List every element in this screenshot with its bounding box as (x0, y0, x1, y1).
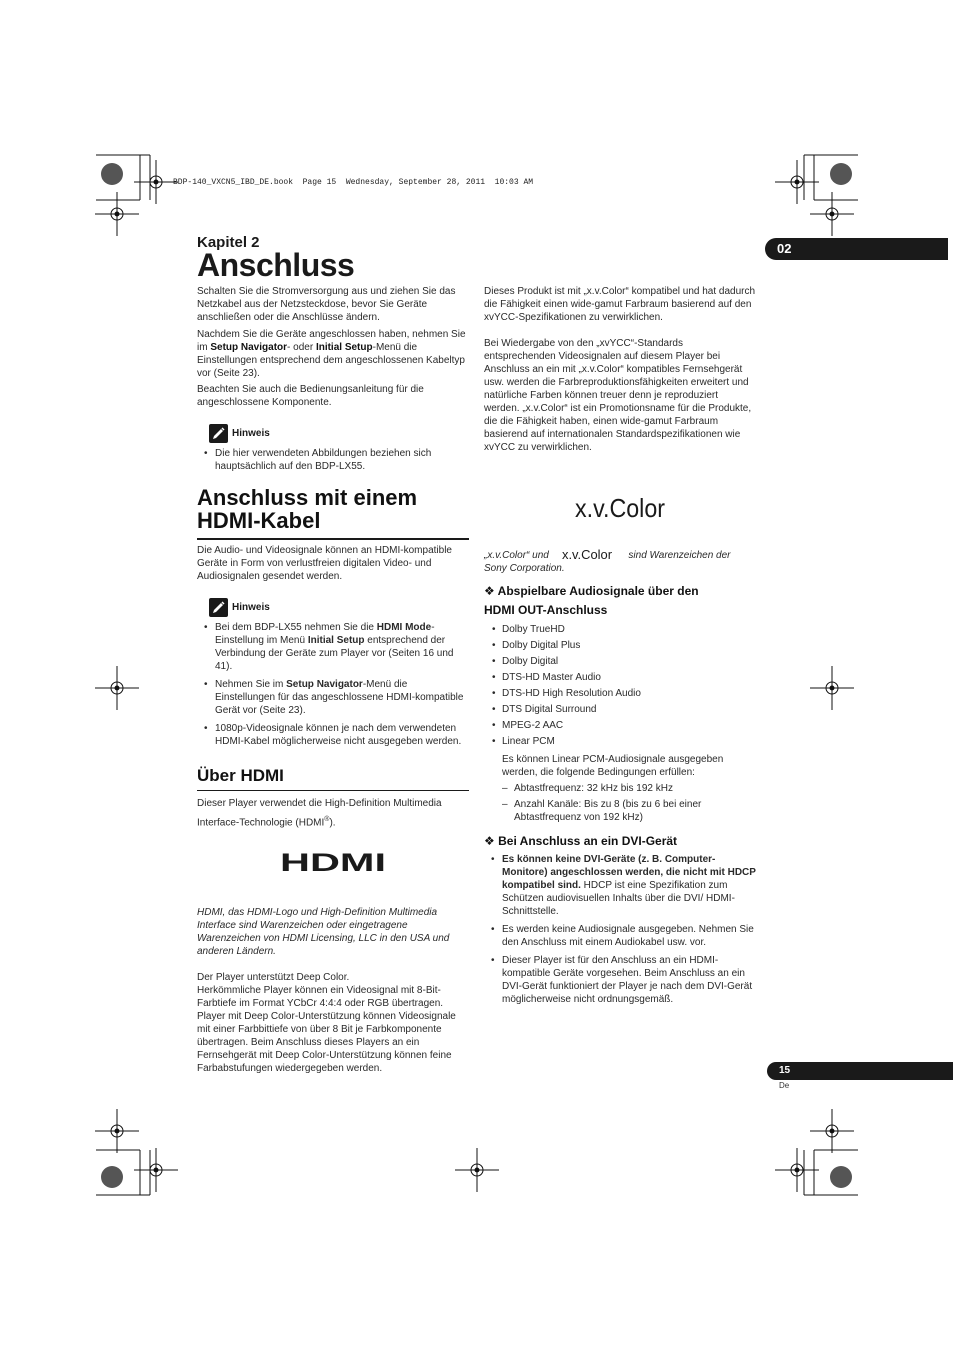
registration-mark-icon (455, 1148, 499, 1192)
section-title-about-hdmi: Über HDMI (197, 766, 284, 785)
svg-text:x.v.Color: x.v.Color (561, 547, 613, 561)
list-item: • DTS Digital Surround (484, 703, 756, 716)
list-item: • Dolby Digital (484, 655, 756, 668)
print-header: BDP-140_VXCN5_IBD_DE.book Page 15 Wednesday, September 28, 2011 10:03 AM (173, 178, 534, 187)
registration-mark-icon (134, 160, 178, 204)
xvcolor-paragraph-2: Bei Wiedergabe von den „xvYCC“-Standards entsprechenden Videosignalen auf diesem Player bei Anschluss an ein mit „x.v.Color“ kompatibles Fernsehgerät usw. werden die Farbreproduktionsfähigkeiten erweitert und natürliche Farben können treuer denn je reproduziert werden. „x.v.Color“ ist ein Promotionsname für die Produkte, die die Fähigkeit haben, einen wide-gamut Farbraum basierend auf internationalen Standardspezifikationen wie xvYCC zu verwirklichen. (484, 338, 752, 453)
audio-format-list (484, 623, 756, 751)
list-item: • Es können keine DVI-Geräte (z. B. Computer-Monitore) angeschlossen werden, die nicht mit HDCP kompatibel sind. HDCP ist eine Spezifikation zum Schützen audiovisuellen Inhalts über die DVI/ HDMI-Schnittstelle. (484, 853, 756, 918)
note-icon (209, 424, 228, 443)
list-item: • Es werden keine Audiosignale ausgegeben. Nehmen Sie den Anschluss mit einem Audiokabel usw. vor. (484, 923, 756, 949)
note-icon (209, 598, 228, 617)
chapter-tab: 02 (765, 238, 948, 260)
registration-mark-icon (775, 1148, 819, 1192)
list-item: • Linear PCM (484, 735, 756, 748)
note-list-1 (197, 447, 469, 478)
list-item: • Die hier verwendeten Abbildungen beziehen sich hauptsächlich auf den BDP-LX55. (197, 447, 469, 473)
hdmi-trademark-notice: HDMI, das HDMI-Logo und High-Definition Multimedia Interface sind Warenzeichen oder eingetragene Warenzeichen von HDMI Licensing, LLC in den USA und anderen Ländern. (197, 907, 450, 957)
registration-mark-icon (95, 666, 139, 710)
registration-mark-icon (810, 1109, 854, 1153)
list-item: • MPEG-2 AAC (484, 719, 756, 732)
xvcolor-logo (575, 494, 667, 520)
list-item: • DTS-HD Master Audio (484, 671, 756, 684)
intro-paragraph-3: Beachten Sie auch die Bedienungsanleitung für die angeschlossene Komponente. (197, 384, 424, 408)
registration-mark-icon (95, 192, 139, 236)
registration-mark-icon (95, 1109, 139, 1153)
note-list-2 (197, 621, 469, 753)
list-item: • Dolby TrueHD (484, 623, 756, 636)
diamond-bullet-icon: ❖ (484, 584, 495, 598)
deep-color-paragraph-2: Herkömmliche Player können ein Videosignal mit 8-Bit-Farbtiefe im Format YCbCr 4:4:4 oder RGB übertragen. Player mit Deep Color-Unterstützung können Videosignale mit einer Farbbittiefe von über 8 Bit je Farbkomponente übertragen. Beim Anschluss dieses Players an ein Fernsehgerät mit Deep Color-Unterstützung können feine Farbabstufungen wiedergegeben werden. (197, 985, 456, 1074)
intro-paragraph-2: Nachdem Sie die Geräte angeschlossen haben, nehmen Sie im Setup Navigator- oder Initial Setup-Menü die Einstellungen entsprechend dem angeschlossenen Kabeltyp vor (Seite 23). (197, 329, 466, 379)
dvi-heading: ❖ Bei Anschluss an ein DVI-Gerät (484, 834, 678, 848)
section-rule (197, 538, 469, 540)
about-hdmi-paragraph: Dieser Player verwendet die High-Definition Multimedia Interface-Technologie (HDMI®). (197, 798, 442, 829)
list-item: • Dolby Digital Plus (484, 639, 756, 652)
pcm-conditions (484, 782, 756, 827)
xvcolor-trademark-notice: „x.v.Color“ und x.v.Color sind Warenzeichen der Sony Corporation. (484, 547, 731, 574)
section-rule (197, 790, 469, 791)
chapter-title: Anschluss (197, 247, 355, 283)
note-heading-2: Hinweis (209, 598, 270, 617)
registration-mark-icon (810, 666, 854, 710)
list-item: • Nehmen Sie im Setup Navigator-Menü die Einstellungen für das angeschlossene HDMI-kompatible Gerät vor (Seite 23). (197, 678, 469, 717)
list-item: • 1080p-Videosignale können je nach dem verwendeten HDMI-Kabel möglicherweise nicht ausgegeben werden. (197, 722, 469, 748)
hdmi-paragraph-1: Die Audio- und Videosignale können an HDMI-kompatible Geräte in Form von verlustfreien digitalen Video- und Audiosignalen gesendet werden. (197, 545, 452, 582)
xvcolor-logo-small (562, 547, 616, 561)
hdmi-logo (280, 852, 386, 872)
registration-mark-icon (134, 1148, 178, 1192)
note-heading-1: Hinweis (209, 424, 270, 443)
page-language: De (779, 1081, 790, 1090)
list-item: • Dieser Player ist für den Anschluss an ein HDMI-kompatible Geräte vorgesehen. Beim Anschluss an ein DVI-Gerät funktioniert der Player je nach dem DVI-Gerät möglicherweise nicht ordnungsgemäß. (484, 954, 756, 1006)
svg-text:HDMI: HDMI (280, 852, 386, 872)
dvi-list (484, 853, 756, 1011)
diamond-bullet-icon: ❖ (484, 834, 495, 848)
list-item: • Bei dem BDP-LX55 nehmen Sie die HDMI Mode-Einstellung im Menü Initial Setup entsprechend der Verbindung der Geräte zum Player vor (Seiten 16 und 41). (197, 621, 469, 673)
chapter-label: Kapitel 2 (197, 234, 260, 251)
pcm-conditions-text: Es können Linear PCM-Audiosignale ausgegeben werden, die folgende Bedingungen erfüllen: (502, 754, 724, 778)
list-item: – Abtastfrequenz: 32 kHz bis 192 kHz (484, 782, 756, 795)
list-item: • DTS-HD High Resolution Audio (484, 687, 756, 700)
registration-mark-icon (775, 160, 819, 204)
intro-paragraph-1: Schalten Sie die Stromversorgung aus und ziehen Sie das Netzkabel aus der Netzsteckdose, bevor Sie Geräte anschließen oder die Anschlüsse ändern. (197, 286, 456, 323)
section-title-hdmi: Anschluss mit einem HDMI-Kabel (197, 485, 418, 533)
list-item: – Anzahl Kanäle: Bis zu 8 (bis zu 6 bei einer Abtastfrequenz von 192 kHz) (484, 798, 756, 824)
deep-color-paragraph-1: Der Player unterstützt Deep Color. (197, 972, 350, 983)
audio-signals-heading: ❖ Abspielbare Audiosignale über den HDMI OUT-Anschluss (484, 584, 699, 617)
registration-mark-icon (810, 192, 854, 236)
xvcolor-paragraph-1: Dieses Produkt ist mit „x.v.Color“ kompatibel und hat dadurch die Fähigkeit einen wide-gamut Farbraum basierend auf den xvYCC-Spezifikationen zu verwirklichen. (484, 286, 756, 323)
svg-text:x.v.Color: x.v.Color (575, 494, 666, 520)
page-number: 15 (767, 1062, 953, 1080)
